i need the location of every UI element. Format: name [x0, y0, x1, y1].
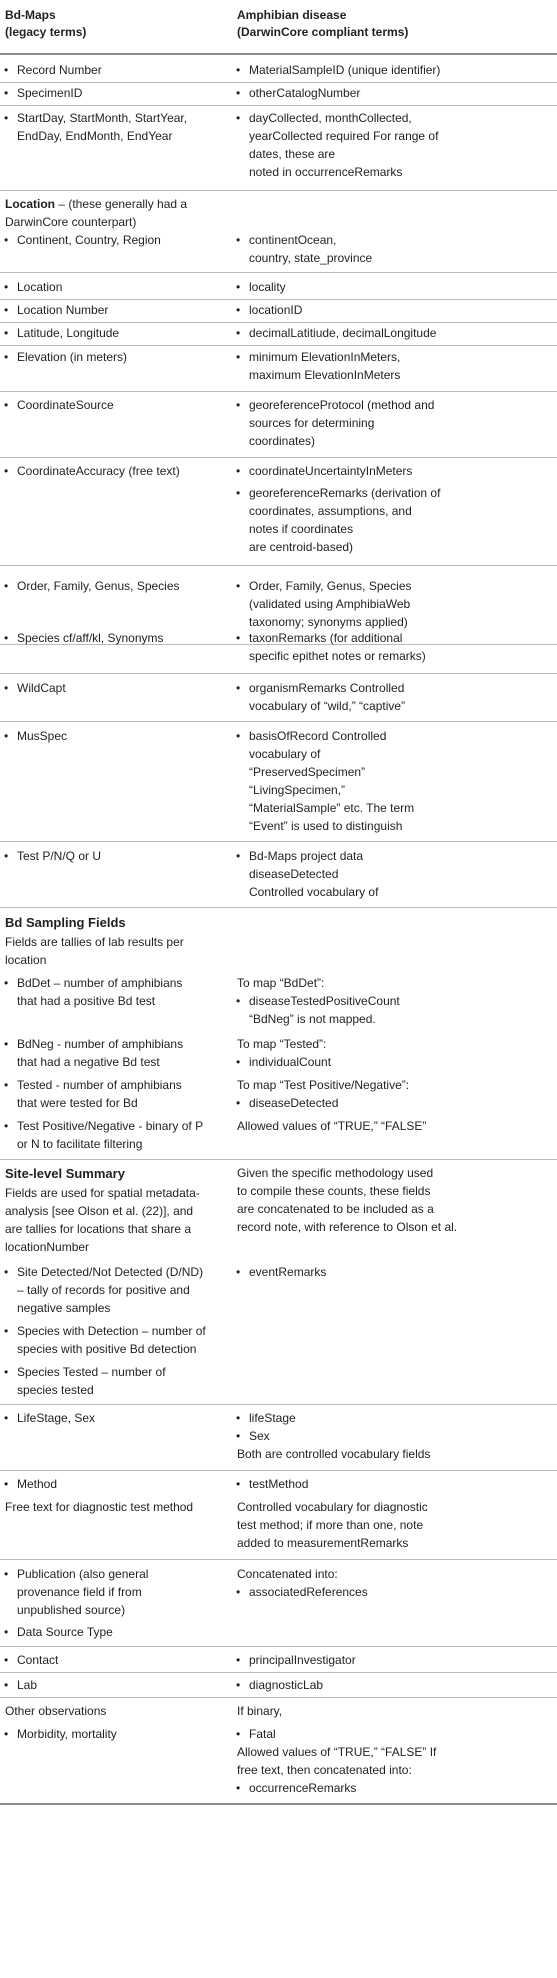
cell: Free text for diagnostic test method [5, 1500, 194, 1514]
cell: • Location [17, 279, 62, 296]
section-site-note: are tallies for locations that share a [5, 1222, 192, 1236]
cell: country, state_province [249, 251, 373, 265]
cell: • WildCapt [17, 680, 66, 697]
cell: maximum ElevationInMeters [249, 368, 401, 382]
cell: (validated using AmphibiaWeb [249, 597, 411, 611]
cell: • StartDay, StartMonth, StartYear, [17, 110, 187, 127]
cell: • lifeStage [249, 1410, 296, 1427]
cell: • Location Number [17, 302, 108, 319]
rule [0, 299, 557, 300]
cell: species with positive Bd detection [17, 1342, 197, 1356]
cell: • testMethod [249, 1476, 308, 1493]
rule [0, 322, 557, 323]
section-site-note: analysis [see Olson et al. (22)], and [5, 1204, 194, 1218]
cell: • Method [17, 1476, 57, 1493]
cell: • diagnosticLab [249, 1677, 323, 1694]
section-location-note-2: DarwinCore counterpart) [5, 215, 137, 229]
cell: Allowed values of “TRUE,” “FALSE” [237, 1119, 427, 1133]
rule [0, 391, 557, 392]
cell: that had a negative Bd test [17, 1055, 160, 1069]
cell: • MusSpec [17, 728, 67, 745]
cell: • Data Source Type [17, 1624, 113, 1641]
cell: free text, then concatenated into: [237, 1763, 412, 1777]
rule [0, 105, 557, 106]
section-site-right: to compile these counts, these fields [237, 1184, 431, 1198]
cell: coordinates, assumptions, and [249, 504, 412, 518]
col-head-right-1: Amphibian disease [237, 8, 347, 22]
cell: notes if coordinates [249, 522, 354, 536]
cell: • Species with Detection – number of [17, 1323, 206, 1340]
cell: • minimum ElevationInMeters, [249, 349, 400, 366]
rule [0, 82, 557, 83]
cell: or N to facilitate filtering [17, 1137, 143, 1151]
rule [0, 907, 557, 908]
cell: test method; if more than one, note [237, 1518, 424, 1532]
cell: that were tested for Bd [17, 1096, 138, 1110]
cell: yearCollected required For range of [249, 129, 439, 143]
section-site-right: record note, with reference to Olson et al. [237, 1220, 458, 1234]
cell: • eventRemarks [249, 1264, 326, 1281]
cell: • Species Tested – number of [17, 1364, 166, 1381]
cell: • MaterialSampleID (unique identifier) [249, 62, 440, 79]
section-site-right: Given the specific methodology used [237, 1166, 434, 1180]
cell: To map “BdDet”: [237, 976, 325, 990]
cell: – tally of records for positive and [17, 1283, 190, 1297]
cell: • Test Positive/Negative - binary of P [17, 1118, 203, 1135]
section-sampling-title: Bd Sampling Fields [5, 915, 126, 930]
cell: • Elevation (in meters) [17, 349, 127, 366]
rule [0, 190, 557, 191]
cell: • associatedReferences [249, 1584, 368, 1601]
cell: • locality [249, 279, 286, 296]
rule [0, 1646, 557, 1647]
cell: are centroid-based) [249, 540, 354, 554]
rule [0, 1159, 557, 1160]
cell: • Record Number [17, 62, 102, 79]
cell: • Order, Family, Genus, Species [249, 578, 412, 595]
rule [0, 1470, 557, 1471]
cell: To map “Test Positive/Negative”: [237, 1078, 410, 1092]
cell: vocabulary of “wild,” “captive” [249, 699, 406, 713]
cell: noted in occurrenceRemarks [249, 165, 403, 179]
cell: Allowed values of “TRUE,” “FALSE” If [237, 1745, 437, 1759]
rule [0, 1672, 557, 1673]
rule [0, 565, 557, 566]
cell: • decimalLatitiude, decimalLongitude [249, 325, 436, 342]
cell: • Site Detected/Not Detected (D/ND) [17, 1264, 203, 1281]
cell: • principalInvestigator [249, 1652, 356, 1669]
section-location [5, 196, 187, 213]
cell: Controlled vocabulary of [249, 885, 379, 899]
cell: • Species cf/aff/kl, Synonyms [17, 630, 164, 647]
cell: specific epithet notes or remarks) [249, 649, 426, 663]
cell: • individualCount [249, 1054, 331, 1071]
cell: If binary, [237, 1704, 283, 1718]
cell: • LifeStage, Sex [17, 1410, 95, 1427]
rule [0, 272, 557, 273]
cell: • diseaseDetected [249, 1095, 338, 1112]
cell: EndDay, EndMonth, EndYear [17, 129, 173, 143]
cell: • continentOcean, [249, 232, 336, 249]
cell: • organismRemarks Controlled [249, 680, 404, 697]
cell: “Event” is used to distinguish [249, 819, 403, 833]
cell: • CoordinateAccuracy (free text) [17, 463, 180, 480]
cell: sources for determining [249, 416, 375, 430]
cell: Both are controlled vocabulary fields [237, 1447, 431, 1461]
cell: dates, these are [249, 147, 336, 161]
cell: • Contact [17, 1652, 58, 1669]
cell: negative samples [17, 1301, 111, 1315]
cell: • georeferenceProtocol (method and [249, 397, 434, 414]
cell: • dayCollected, monthCollected, [249, 110, 412, 127]
cell: species tested [17, 1383, 94, 1397]
cell: • diseaseTestedPositiveCount [249, 993, 400, 1010]
section-location-note: – (these generally had a [55, 197, 188, 211]
cell: that had a positive Bd test [17, 994, 156, 1008]
cell: added to measurementRemarks [237, 1536, 409, 1550]
cell: taxonomy; synonyms applied) [249, 615, 408, 629]
cell: • occurrenceRemarks [249, 1780, 356, 1797]
cell: • SpecimenID [17, 85, 82, 102]
cell: • coordinateUncertaintyInMeters [249, 463, 412, 480]
cell: • CoordinateSource [17, 397, 114, 414]
rule [0, 721, 557, 722]
section-site-note: Fields are used for spatial metadata- [5, 1186, 200, 1200]
col-head-left-2: (legacy terms) [5, 25, 87, 39]
cell: • Sex [249, 1428, 270, 1445]
cell: “LivingSpecimen,” [249, 783, 346, 797]
rule [0, 1697, 557, 1698]
cell: coordinates) [249, 434, 316, 448]
rule [0, 457, 557, 458]
cell: Other observations [5, 1704, 107, 1718]
cell: To map “Tested”: [237, 1037, 327, 1051]
cell: • Latitude, Longitude [17, 325, 119, 342]
rule [0, 345, 557, 346]
rule [0, 1803, 557, 1805]
section-location-title: Location [5, 197, 55, 211]
cell: • locationID [249, 302, 302, 319]
rule [0, 1559, 557, 1560]
cell: • BdNeg - number of amphibians [17, 1036, 183, 1053]
cell: • basisOfRecord Controlled [249, 728, 386, 745]
section-site-note: locationNumber [5, 1240, 90, 1254]
cell: • georeferenceRemarks (derivation of [249, 485, 440, 502]
cell: • Lab [17, 1677, 37, 1694]
cell: provenance field if from [17, 1585, 142, 1599]
section-sampling-note-1: Fields are tallies of lab results per [5, 935, 184, 949]
section-sampling-note-2: location [5, 953, 47, 967]
rule [0, 1404, 557, 1405]
rule [0, 53, 557, 55]
cell: diseaseDetected [249, 867, 339, 881]
cell: • Bd-Maps project data [249, 848, 363, 865]
cell: • Continent, Country, Region [17, 232, 161, 249]
section-site-title: Site-level Summary [5, 1166, 125, 1181]
cell: • otherCatalogNumber [249, 85, 360, 102]
section-site-right: are concatenated to be included as a [237, 1202, 434, 1216]
rule [0, 673, 557, 674]
cell: Concatenated into: [237, 1567, 338, 1581]
cell: vocabulary of [249, 747, 321, 761]
cell: “MaterialSample” etc. The term [249, 801, 415, 815]
cell: • Morbidity, mortality [17, 1726, 117, 1743]
col-head-right-2: (DarwinCore compliant terms) [237, 25, 409, 39]
cell: • Order, Family, Genus, Species [17, 578, 180, 595]
cell: • Publication (also general [17, 1566, 148, 1583]
rule [0, 841, 557, 842]
cell: • Tested - number of amphibians [17, 1077, 182, 1094]
cell: • taxonRemarks (for additional [249, 630, 402, 647]
cell: • BdDet – number of amphibians [17, 975, 182, 992]
col-head-left-1: Bd-Maps [5, 8, 56, 22]
cell: “PreservedSpecimen” [249, 765, 366, 779]
cell: Controlled vocabulary for diagnostic [237, 1500, 428, 1514]
cell: unpublished source) [17, 1603, 126, 1617]
cell: • Test P/N/Q or U [17, 848, 101, 865]
cell: “BdNeg” is not mapped. [249, 1012, 376, 1026]
cell: • Fatal [249, 1726, 276, 1743]
